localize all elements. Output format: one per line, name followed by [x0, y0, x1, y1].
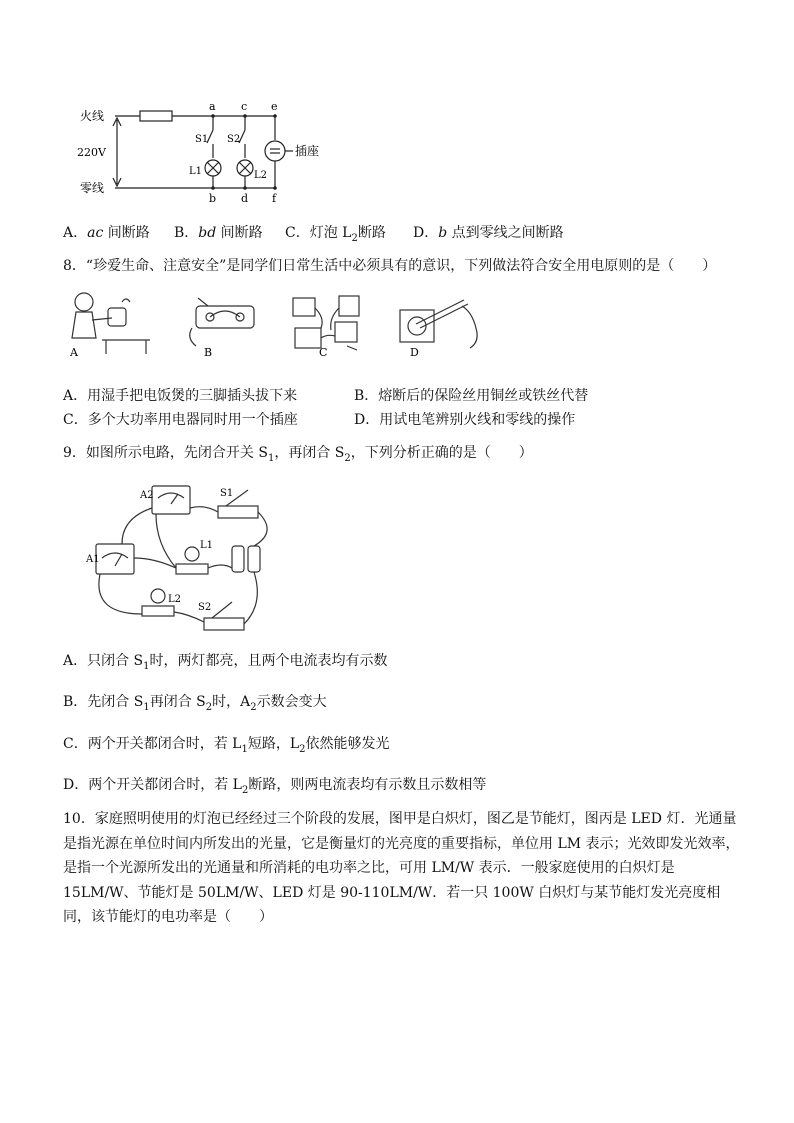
point-c-label: c [241, 100, 248, 113]
q8-figure-c-overloaded-socket [285, 288, 375, 358]
lamp-l2-label: L2 [254, 170, 268, 181]
q7-option-b: B．bd 间断路 [174, 225, 263, 241]
q9-option-b: B．先闭合 $S_1$再闭合 $S_2$时，$A_2$示数会变大 [63, 694, 327, 713]
q8-option-b: B．熔断后的保险丝用铜丝或铁丝代替 [354, 388, 589, 404]
q9-fig-s2-label: S2 [198, 602, 212, 613]
q9-fig-l1-label: L1 [200, 540, 214, 551]
q7-option-c: C．灯泡 $L_2$断路 [285, 225, 386, 244]
q8-fig-c-label: C [319, 346, 328, 359]
q7-option-d: D．b 点到零线之间断路 [413, 225, 564, 241]
switch-s2-label: S2 [227, 134, 241, 145]
fire-line-label: 火线 [80, 109, 105, 123]
neutral-line-label: 零线 [80, 181, 105, 195]
lamp-l1-label: L1 [189, 166, 203, 177]
q7-option-a: A．ac 间断路 [63, 225, 150, 241]
q8-option-d: D．用试电笔辨别火线和零线的操作 [354, 412, 576, 428]
q9-option-a: A．只闭合 $S_1$时，两灯都亮，且两个电流表均有示数 [63, 653, 388, 672]
voltage-label: 220V [77, 146, 106, 159]
q9-option-d: D．两个开关都闭合时，若 $L_2$断路，则两电流表均有示数且示数相等 [63, 777, 487, 796]
point-f-label: f [272, 192, 277, 205]
q8-option-c: C．多个大功率用电器同时用一个插座 [63, 412, 298, 428]
q8-stem: 8．“珍爱生命、注意安全”是同学们日常生活中必须具有的意识，下列做法符合安全用电原则的是（ ） [63, 258, 717, 274]
q9-fig-s1-label: S1 [220, 488, 234, 499]
q9-option-c: C．两个开关都闭合时，若 $L_1$短路，$L_2$依然能够发光 [63, 736, 390, 755]
q8-fig-a-label: A [70, 346, 78, 359]
q9-fig-a1-label: A1 [86, 554, 100, 565]
q8-fig-d-label: D [410, 346, 419, 359]
household-circuit-diagram [75, 98, 320, 210]
point-b-label: b [209, 192, 217, 205]
q8-figure-a-wet-hands [62, 288, 152, 358]
q8-figure-d-test-pen [392, 288, 488, 358]
q8-option-a: A．用湿手把电饭煲的三脚插头拔下来 [63, 388, 298, 404]
point-d-label: d [241, 192, 249, 205]
switch-s1-label: S1 [195, 134, 209, 145]
q9-fig-a2-label: A2 [140, 490, 154, 501]
q9-stem: 9．如图所示电路，先闭合开关 $S_1$，再闭合 $S_2$，下列分析正确的是（ ） [63, 445, 533, 464]
point-a-label: a [209, 100, 216, 113]
q9-fig-l2-label: L2 [168, 594, 182, 605]
q9-circuit-photo [86, 478, 286, 638]
q8-figure-b-fuse [178, 288, 268, 358]
point-e-label: e [271, 100, 278, 113]
q8-fig-b-label: B [204, 346, 213, 359]
socket-label: 插座 [295, 144, 320, 158]
q10-paragraph: 10．家庭照明使用的灯泡已经经过三个阶段的发展，图甲是白炽灯，图乙是节能灯，图丙是 LED 灯．光通量是指光源在单位时间内所发出的光量，它是衡量灯的光亮度的重要指标，单位用 LM 表示；光效即发光效率，是指一个光源所发出的光通量和所消耗的电功率之比，可用 LM/W 表示．一般家庭使用的白炽灯是 15LM/W、节能灯是 50LM/W、LED 灯是 90-110LM/W．若一只 100W 白炽灯与某节能灯发光亮度相同，该节能灯的电功率是（ ） [63, 811, 740, 925]
